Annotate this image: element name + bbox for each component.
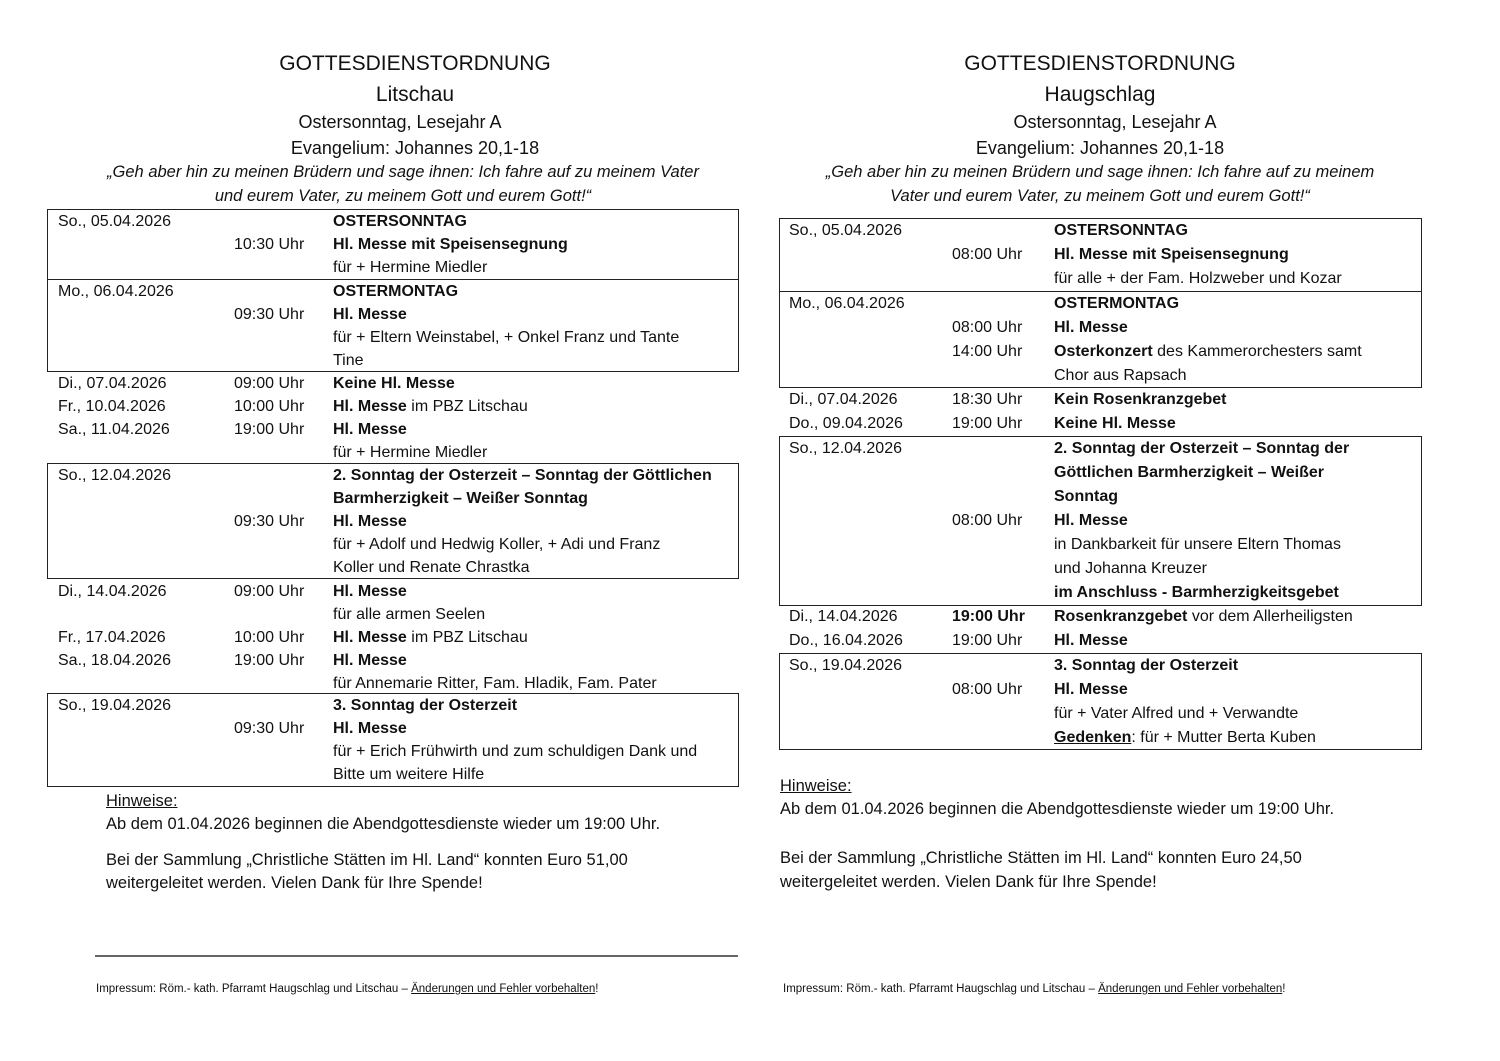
- quote-line-2: Vater und eurem Vater, zu meinem Gott und eurem Gott!“: [890, 187, 1310, 205]
- row-description: [333, 233, 568, 256]
- row-detail: für + Eltern Weinstabel, + Onkel Franz und Tante: [333, 329, 680, 346]
- row-description: [1054, 557, 1207, 580]
- row-date: So., 19.04.2026: [789, 657, 902, 674]
- row-detail: für + Erich Frühwirth und zum schuldigen Dank und: [333, 743, 698, 760]
- row-description: [333, 256, 487, 279]
- row-date: Sa., 18.04.2026: [58, 652, 171, 669]
- note-collection-line-2: weitergeleitet werden. Vielen Dank für Ihre Spende!: [780, 873, 1157, 891]
- footer-end: !: [595, 983, 599, 995]
- footer-divider: [95, 955, 738, 957]
- row-title: OSTERMONTAG: [1054, 295, 1180, 312]
- row-description: [1054, 364, 1187, 387]
- row-time: 09:30 Uhr: [234, 720, 305, 737]
- row-time: 14:00 Uhr: [952, 343, 1023, 360]
- row-time: 09:00 Uhr: [234, 583, 305, 600]
- gospel-reference: Evangelium: Johannes 20,1-18: [290, 138, 540, 158]
- row-description: [1054, 581, 1339, 604]
- row-date: Di., 14.04.2026: [58, 583, 167, 600]
- footer-impressum: [96, 983, 598, 995]
- row-description: [1054, 605, 1353, 628]
- row-description: [1054, 461, 1324, 484]
- row-time: 19:00 Uhr: [952, 415, 1023, 432]
- row-time: 10:30 Uhr: [234, 236, 305, 253]
- note-collection-line-1: Bei der Sammlung „Christliche Stätten im Hl. Land“ konnten Euro 24,50: [780, 849, 1302, 867]
- row-description: [1054, 726, 1316, 749]
- row-title: Hl. Messe: [1054, 681, 1128, 698]
- footer-disclaimer: Änderungen und Fehler vorbehalten: [411, 983, 596, 995]
- row-description: [333, 487, 588, 510]
- row-title: Göttlichen Barmherzigkeit – Weißer: [1054, 464, 1324, 481]
- row-description: [1054, 702, 1298, 725]
- row-title: Barmherzigkeit – Weißer Sonntag: [333, 490, 588, 507]
- row-title: Rosenkranzgebet: [1054, 608, 1188, 625]
- row-date: Fr., 10.04.2026: [58, 398, 166, 415]
- row-title: Hl. Messe: [1054, 319, 1128, 336]
- page-title: GOTTESDIENSTORDNUNG: [964, 52, 1236, 75]
- row-description: [333, 441, 487, 464]
- row-detail: Koller und Renate Chrastka: [333, 559, 530, 576]
- schedule-page-haugschlag: [760, 0, 1500, 1061]
- row-date: So., 12.04.2026: [58, 467, 171, 484]
- row-description: [333, 349, 364, 372]
- row-description: [333, 326, 679, 349]
- row-time: 18:30 Uhr: [952, 391, 1023, 408]
- row-detail: für alle armen Seelen: [333, 606, 486, 623]
- note-evening-services: Ab dem 01.04.2026 beginnen die Abendgottesdienste wieder um 19:00 Uhr.: [106, 815, 661, 833]
- row-description: [333, 626, 528, 649]
- row-title: Hl. Messe: [333, 421, 407, 438]
- row-title: OSTERMONTAG: [333, 283, 459, 300]
- row-detail: in Dankbarkeit für unsere Eltern Thomas: [1054, 536, 1341, 553]
- row-title: OSTERSONNTAG: [333, 213, 467, 230]
- occasion: Ostersonntag, Lesejahr A: [1013, 112, 1217, 132]
- row-title: Osterkonzert: [1054, 343, 1153, 360]
- row-date: Di., 14.04.2026: [789, 608, 898, 625]
- row-date: So., 19.04.2026: [58, 697, 171, 714]
- row-title: OSTERSONNTAG: [1054, 222, 1188, 239]
- row-description: [1054, 340, 1362, 363]
- row-title: Hl. Messe: [333, 398, 407, 415]
- row-date: Fr., 17.04.2026: [58, 629, 166, 646]
- row-title: Hl. Messe: [333, 306, 407, 323]
- row-title: Sonntag: [1054, 488, 1118, 505]
- row-description: [1054, 485, 1118, 508]
- row-detail: und Johanna Kreuzer: [1054, 560, 1207, 577]
- row-detail: vor dem Allerheiligsten: [1187, 608, 1353, 625]
- row-time: 08:00 Uhr: [952, 681, 1023, 698]
- row-time: 10:00 Uhr: [234, 629, 305, 646]
- row-description: [333, 372, 455, 395]
- row-time: 08:00 Uhr: [952, 512, 1023, 529]
- row-description: [1054, 654, 1238, 677]
- row-detail: für alle + der Fam. Holzweber und Kozar: [1054, 270, 1342, 287]
- row-title: Kein Rosenkranzgebet: [1054, 391, 1227, 408]
- row-date: So., 12.04.2026: [789, 440, 902, 457]
- gospel-reference: Evangelium: Johannes 20,1-18: [975, 138, 1225, 158]
- row-description: [333, 395, 528, 418]
- row-time: 19:00 Uhr: [234, 652, 305, 669]
- quote-line-2: und eurem Vater, zu meinem Gott und eurem Gott!“: [214, 187, 592, 205]
- row-description: [1054, 243, 1289, 266]
- row-description: [333, 580, 407, 603]
- row-description: [333, 303, 407, 326]
- row-detail: für + Hermine Miedler: [333, 259, 488, 276]
- row-time: 09:30 Uhr: [234, 306, 305, 323]
- row-description: [333, 763, 484, 786]
- occasion: Ostersonntag, Lesejahr A: [298, 112, 502, 132]
- row-description: [1054, 267, 1342, 290]
- notes-heading: Hinweise:: [106, 792, 178, 810]
- row-title: 3. Sonntag der Osterzeit: [1054, 657, 1239, 674]
- row-detail: Chor aus Rapsach: [1054, 367, 1187, 384]
- row-title: Hl. Messe mit Speisensegnung: [1054, 246, 1289, 263]
- row-description: [1054, 509, 1128, 532]
- row-description: [333, 418, 407, 441]
- row-description: [333, 717, 407, 740]
- row-title: Hl. Messe mit Speisensegnung: [333, 236, 568, 253]
- row-description: [1054, 292, 1179, 315]
- row-detail: für Annemarie Ritter, Fam. Hladik, Fam. Pater: [333, 675, 657, 692]
- row-date: Mo., 06.04.2026: [58, 283, 174, 300]
- parish-name: Litschau: [375, 83, 455, 106]
- row-detail: im PBZ Litschau: [406, 398, 528, 415]
- row-date: Mo., 06.04.2026: [789, 295, 905, 312]
- row-title: Hl. Messe: [1054, 512, 1128, 529]
- row-title: Hl. Messe: [333, 583, 407, 600]
- row-description: [1054, 629, 1128, 652]
- row-time: 19:00 Uhr: [952, 632, 1023, 649]
- footer-disclaimer: Änderungen und Fehler vorbehalten: [1098, 983, 1283, 995]
- row-date: Do., 16.04.2026: [789, 632, 903, 649]
- footer-end: !: [1282, 983, 1286, 995]
- row-title: Hl. Messe: [333, 720, 407, 737]
- row-description: [1054, 388, 1226, 411]
- footer-text: Impressum: Röm.- kath. Pfarramt Haugschlag und Litschau –: [783, 983, 1099, 995]
- row-description: [333, 740, 697, 763]
- note-evening-services: Ab dem 01.04.2026 beginnen die Abendgottesdienste wieder um 19:00 Uhr.: [780, 800, 1335, 818]
- row-title: Hl. Messe: [333, 629, 407, 646]
- footer-impressum: [783, 983, 1285, 995]
- row-description: [1054, 316, 1128, 339]
- parish-name: Haugschlag: [1044, 83, 1156, 106]
- row-date: So., 05.04.2026: [58, 213, 171, 230]
- row-time: 19:00 Uhr: [234, 421, 305, 438]
- row-detail: im PBZ Litschau: [406, 629, 528, 646]
- row-description: [333, 672, 657, 695]
- row-title: Hl. Messe: [1054, 632, 1128, 649]
- note-collection-line-2: weitergeleitet werden. Vielen Dank für Ihre Spende!: [106, 874, 483, 892]
- row-description: [333, 694, 517, 717]
- row-date: Di., 07.04.2026: [58, 375, 167, 392]
- row-time: 19:00 Uhr: [952, 608, 1025, 625]
- row-date: So., 05.04.2026: [789, 222, 902, 239]
- row-title: Keine Hl. Messe: [1054, 415, 1176, 432]
- notes-heading: Hinweise:: [780, 777, 852, 795]
- page-title: GOTTESDIENSTORDNUNG: [279, 52, 551, 75]
- note-collection-line-1: Bei der Sammlung „Christliche Stätten im Hl. Land“ konnten Euro 51,00: [106, 851, 628, 869]
- row-description: [333, 603, 485, 626]
- row-title: Hl. Messe: [333, 652, 407, 669]
- row-time: 09:30 Uhr: [234, 513, 305, 530]
- row-title: Gedenken: [1054, 729, 1132, 746]
- row-title: 2. Sonntag der Osterzeit – Sonntag der: [1054, 440, 1350, 457]
- row-description: [333, 533, 660, 556]
- quote-line-1: „Geh aber hin zu meinen Brüdern und sage ihnen: Ich fahre auf zu meinem Vater: [107, 163, 699, 181]
- row-description: [1054, 412, 1176, 435]
- footer-text: Impressum: Röm.- kath. Pfarramt Haugschlag und Litschau –: [96, 983, 412, 995]
- row-description: [333, 649, 407, 672]
- row-description: [333, 280, 458, 303]
- row-detail: für + Adolf und Hedwig Koller, + Adi und Franz: [333, 536, 661, 553]
- row-description: [333, 210, 467, 233]
- row-description: [1054, 219, 1188, 242]
- row-title: im Anschluss - Barmherzigkeitsgebet: [1054, 584, 1339, 601]
- row-time: 09:00 Uhr: [234, 375, 305, 392]
- row-date: Di., 07.04.2026: [789, 391, 898, 408]
- row-title: Keine Hl. Messe: [333, 375, 455, 392]
- row-description: [333, 556, 530, 579]
- row-detail: Bitte um weitere Hilfe: [333, 766, 485, 783]
- row-description: [333, 510, 407, 533]
- quote-line-1: „Geh aber hin zu meinen Brüdern und sage ihnen: Ich fahre auf zu meinem: [825, 163, 1375, 181]
- row-description: [1054, 678, 1128, 701]
- row-title: 2. Sonntag der Osterzeit – Sonntag der Göttlichen: [333, 467, 712, 484]
- row-detail: Tine: [333, 352, 364, 369]
- row-description: [1054, 533, 1341, 556]
- row-time: 10:00 Uhr: [234, 398, 305, 415]
- row-title: Hl. Messe: [333, 513, 407, 530]
- row-date: Do., 09.04.2026: [789, 415, 903, 432]
- row-description: [333, 464, 712, 487]
- row-time: 08:00 Uhr: [952, 319, 1023, 336]
- row-detail: des Kammerorchesters samt: [1152, 343, 1362, 360]
- row-title: 3. Sonntag der Osterzeit: [333, 697, 518, 714]
- row-detail: : für + Mutter Berta Kuben: [1131, 729, 1316, 746]
- row-description: [1054, 437, 1349, 460]
- row-time: 08:00 Uhr: [952, 246, 1023, 263]
- row-date: Sa., 11.04.2026: [58, 421, 170, 438]
- row-detail: für + Vater Alfred und + Verwandte: [1054, 705, 1299, 722]
- row-detail: für + Hermine Miedler: [333, 444, 488, 461]
